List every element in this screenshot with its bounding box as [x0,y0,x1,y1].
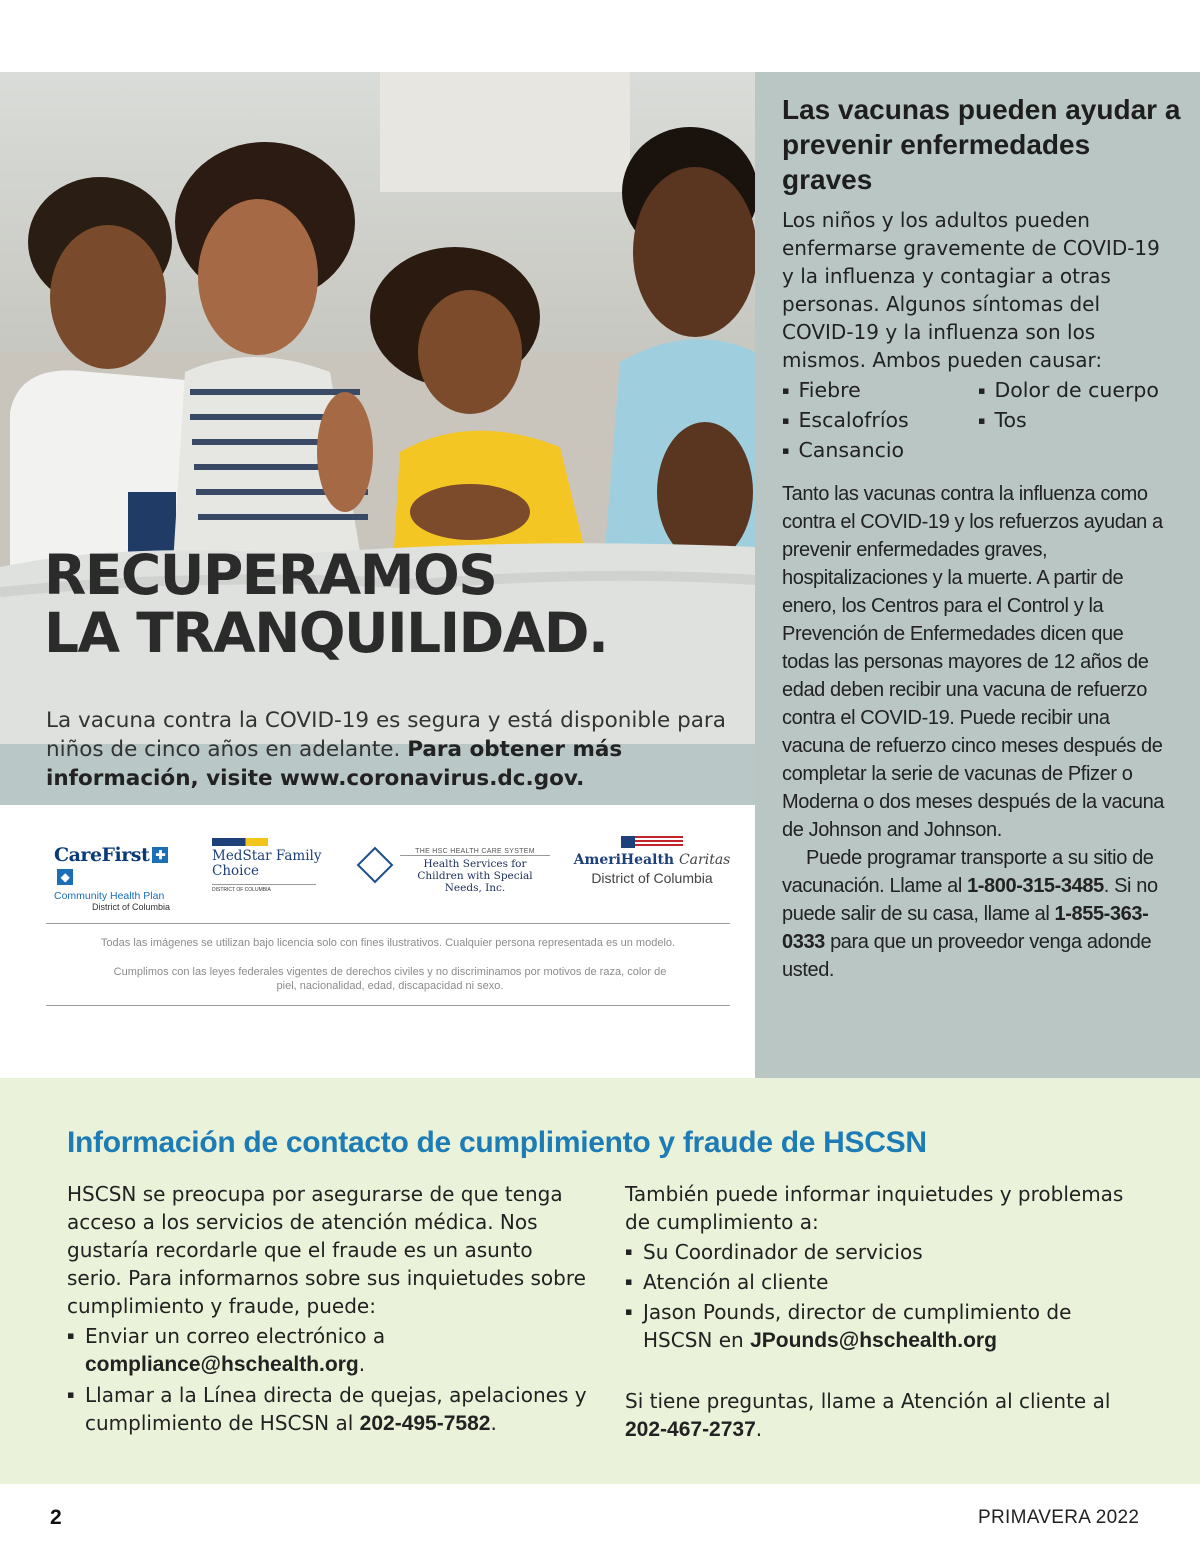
transport-text: para que un proveedor venga adonde usted. [782,931,1152,981]
director-email-link[interactable]: JPounds@hschealth.org [750,1329,997,1352]
list-item [625,1298,1145,1355]
booster-paragraph: Tanto las vacunas contra la influenza como contra el COVID-19 y los refuerzos ayudan a prevenir enfermedades graves, hospitalizaciones y la muerte. A partir de enero, los Centros para el Control y la Prevención de Enfermedades dicen que todas las personas mayores de 12 años de edad deben recibir una vacuna de refuerzo contra el COVID-19. Puede recibir una vacuna de refuerzo cinco meses después de completar la serie de vacunas de Pfizer o Moderna o dos meses después de la vacuna de Johnson and Johnson. [782,483,1165,841]
symptom-item: ▪ Fiebre [782,376,978,405]
questions-text: Si tiene preguntas, llame a Atención al cliente al 202-467-2737. [625,1389,1111,1441]
cross-icon: ✚ [152,847,168,863]
report-options [67,1322,587,1438]
shield-icon: ◆ [57,869,73,885]
civil-rights-disclaimer: Cumplimos con las leyes federales vigentes de derechos civiles y no discriminamos por motivos de raza, color de piel, nacionalidad, edad, discapacidad ni sexo. [113,966,667,992]
family-photo [0,72,755,612]
customer-service-phone: 202-467-2737 [625,1418,756,1441]
director-text: Jason Pounds, director de cumplimiento de HSCSN en [643,1300,1072,1352]
hero-text-link: Para obtener más información, visite www.coronavirus.dc.gov. [46,737,623,791]
compliance-email-link[interactable]: compliance@hschealth.org [85,1353,359,1376]
questions-label: Si tiene preguntas, llame a Atención al cliente al [625,1389,1111,1413]
symptom-item: ▪ Tos [978,406,1172,435]
symptom-item: ▪ Dolor de cuerpo [978,376,1172,405]
medstar-bars-icon [212,838,268,846]
hsc-system: THE HSC HEALTH CARE SYSTEM [400,848,550,856]
amerihealth-logo [572,836,732,886]
list-item: ▪ Su Coordinador de servicios [625,1238,1145,1266]
symptom-item: ▪ Cansancio [782,436,978,465]
headline-line-2: LA TRANQUILIDAD. [44,601,608,665]
hotline-phone: 202-495-7582 [359,1412,491,1435]
vaccine-title: Las vacunas pueden ayudar a prevenir enfermedades graves [782,94,1181,195]
report-intro: También puede informar inquietudes y problemas de cumplimiento a: [625,1182,1124,1234]
homebound-phone: 1-855-363-0333 [782,903,1149,953]
vaccine-intro [782,206,1172,465]
transport-text: Puede programar transporte a su sitio de vacunación. Llame al [782,847,1154,897]
carefirst-name: CareFirst [54,844,150,866]
hero-text [46,706,746,793]
compliance-left-column [67,1180,587,1440]
medstar-district: DISTRICT OF COLUMBIA [212,884,316,893]
divider [46,1005,730,1006]
hero-section [0,72,755,805]
medstar-logo [212,838,322,893]
symptom-item: ▪ Escalofríos [782,406,978,435]
vaccine-details [782,480,1172,984]
list-item: ▪ Enviar un correo electrónico a compliance@hschealth.org. [67,1322,587,1379]
headline [44,543,608,665]
image-disclaimer: Todas las imágenes se utilizan bajo licencia solo con fines ilustrativos. Cualquier persona representada es un modelo. [100,937,676,949]
carefirst-plan: Community Health Plan [54,890,165,902]
amerihealth-district: District of Columbia [591,870,713,886]
hsc-diamond-icon [357,847,394,884]
hsc-name: Health Services for Children with Special Needs, Inc. [417,858,533,894]
vaccine-intro-text: Los niños y los adultos pueden enfermarse gravemente de COVID-19 y la influenza y contagiar a otras personas. Algunos síntomas del COVID-19 y la influenza son los mismos. Ambos pueden causar: [782,208,1160,372]
page-number: 2 [50,1506,62,1529]
transport-phone: 1-800-315-3485 [967,875,1104,897]
transport-paragraph [782,844,1172,984]
carefirst-district: District of Columbia [92,902,171,912]
amerihealth-caritas: Caritas [678,852,731,868]
transport-text: . Si no puede salir de su casa, llame al [782,875,1158,925]
partner-logos [46,830,736,910]
headline-line-1: RECUPERAMOS [44,543,497,607]
email-text: Enviar un correo electrónico a [85,1324,386,1348]
hotline-text: Llamar a la Línea directa de quejas, apelaciones y cumplimiento de HSCSN al [85,1383,587,1435]
list-item: ▪ Llamar a la Línea directa de quejas, apelaciones y cumplimiento de HSCSN al 202-495-7582. [67,1381,587,1438]
issue-label: PRIMAVERA 2022 [978,1507,1140,1528]
flag-icon [621,836,683,848]
symptom-list [782,376,1172,465]
contact-list [625,1238,1145,1355]
compliance-intro: HSCSN se preocupa por asegurarse de que tenga acceso a los servicios de atención médica. Nos gustaría recordarle que el fraude es un asunto serio. Para informarnos sobre sus inquietudes sobre cumplimiento y fraude, puede: [67,1182,586,1318]
divider [46,923,730,924]
amerihealth-name: AmeriHealth [573,852,675,868]
compliance-title: Información de contacto de cumplimiento y fraude de HSCSN [67,1126,927,1159]
carefirst-logo [54,844,184,912]
medstar-name: MedStar Family Choice [212,848,322,879]
list-item: ▪ Atención al cliente [625,1268,1145,1296]
compliance-right-column [625,1180,1145,1444]
hero-text-plain: La vacuna contra la COVID-19 es segura y está disponible para niños de cinco años en adelante. [46,708,726,762]
